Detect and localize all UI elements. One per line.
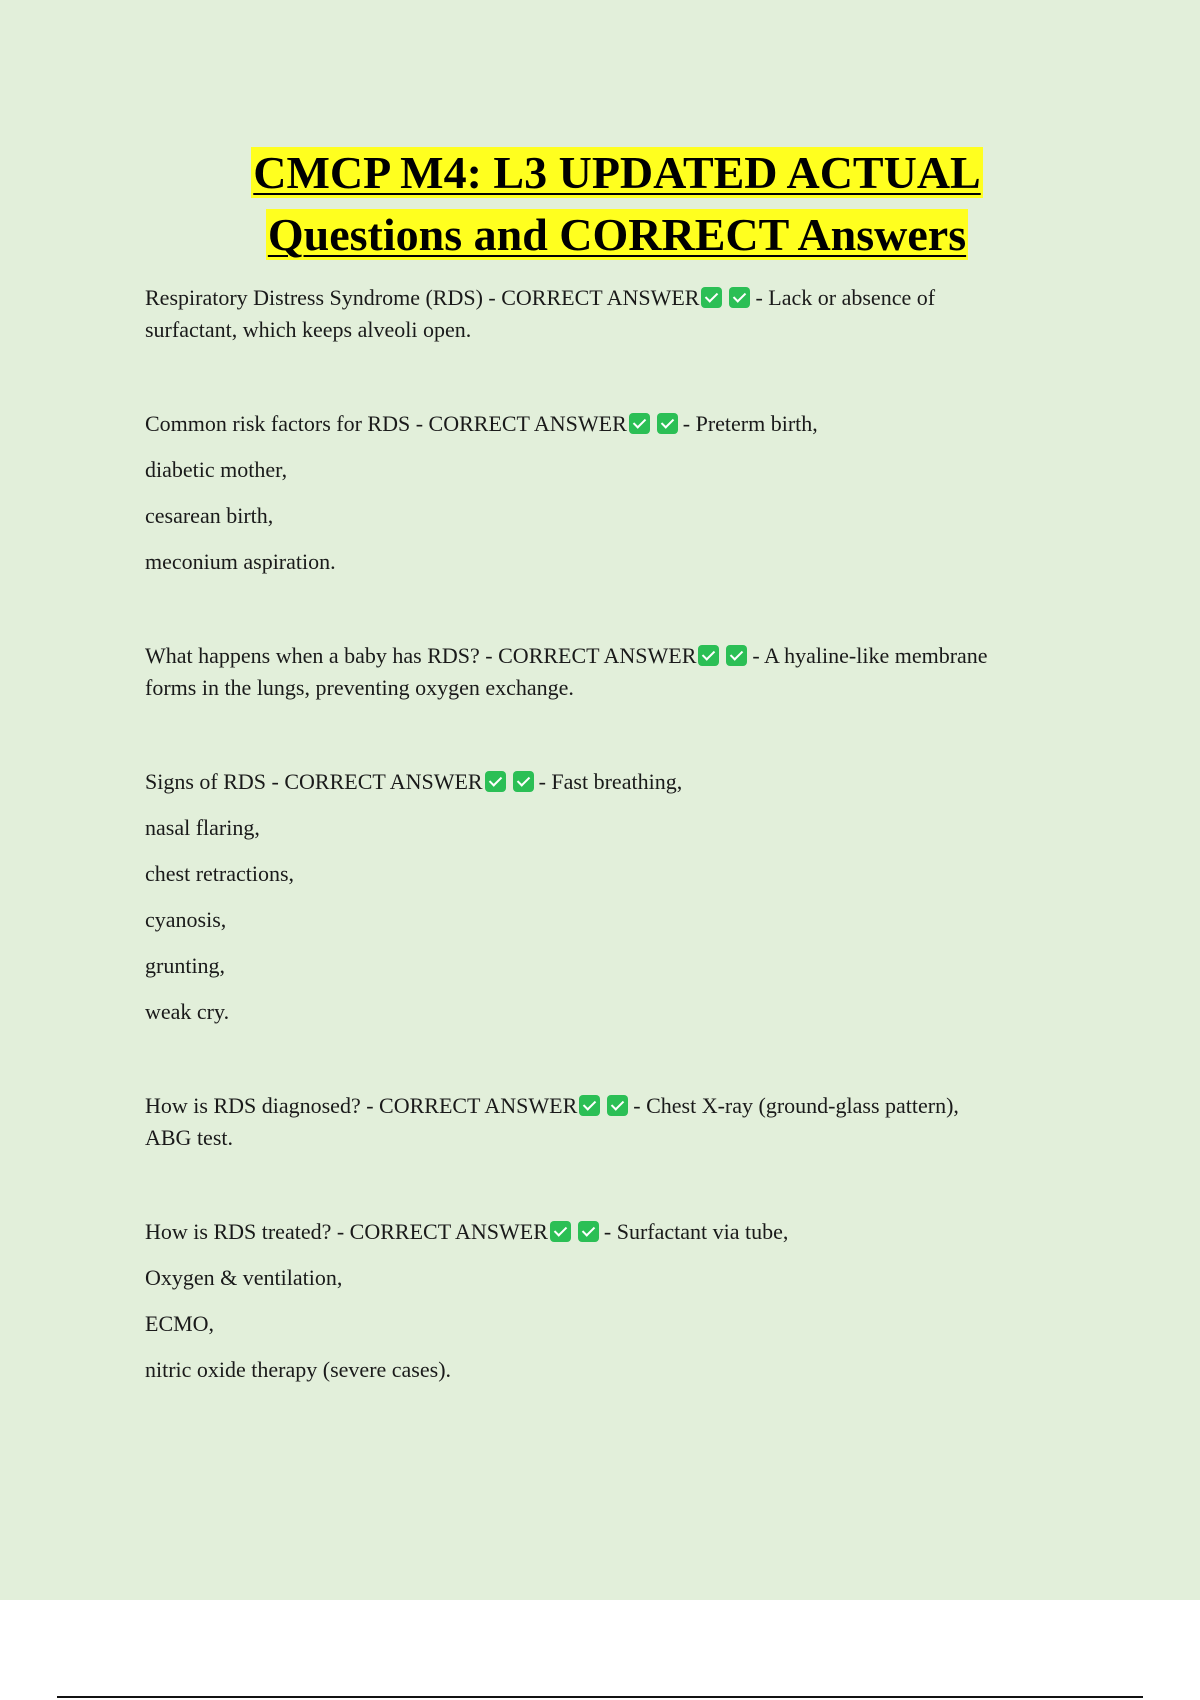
qa-item bbox=[145, 1216, 1095, 1386]
question-text: What happens when a baby has RDS? - CORRECT ANSWER bbox=[145, 643, 697, 668]
answer-list-item: chest retractions, bbox=[145, 861, 295, 886]
answer-list-item: cyanosis, bbox=[145, 907, 227, 932]
answer-continuation: ABG test. bbox=[145, 1125, 233, 1150]
answer-list-item: meconium aspiration. bbox=[145, 549, 336, 574]
qa-item bbox=[145, 766, 1095, 1028]
footer-rule bbox=[57, 1696, 1143, 1698]
green-check-box-icon bbox=[579, 1095, 600, 1116]
green-check-box-icon bbox=[550, 1221, 571, 1242]
answer-list-item: grunting, bbox=[145, 953, 226, 978]
question-text: How is RDS diagnosed? - CORRECT ANSWER bbox=[145, 1093, 578, 1118]
green-check-box-icon bbox=[701, 287, 722, 308]
answer-text: - A hyaline-like membrane bbox=[752, 643, 988, 668]
title-text bbox=[251, 147, 982, 260]
title-line-2: Questions and CORRECT Answers bbox=[267, 209, 967, 260]
question-text: Common risk factors for RDS - CORRECT ANSWER bbox=[145, 411, 627, 436]
green-check-box-icon bbox=[657, 413, 678, 434]
answer-list-item: ECMO, bbox=[145, 1311, 215, 1336]
answer-continuation: surfactant, which keeps alveoli open. bbox=[145, 317, 472, 342]
document-title bbox=[0, 142, 1200, 266]
qa-line bbox=[145, 766, 1095, 798]
qa-line bbox=[145, 640, 1095, 704]
green-check-box-icon bbox=[729, 287, 750, 308]
answer-list-item: diabetic mother, bbox=[145, 457, 288, 482]
question-text: How is RDS treated? - CORRECT ANSWER bbox=[145, 1219, 548, 1244]
answer-continuation: forms in the lungs, preventing oxygen exchange. bbox=[145, 675, 574, 700]
green-check-box-icon bbox=[578, 1221, 599, 1242]
green-check-box-icon bbox=[629, 413, 650, 434]
qa-item bbox=[145, 1090, 1095, 1154]
answer-list-item: weak cry. bbox=[145, 999, 230, 1024]
qa-line bbox=[145, 1216, 1095, 1248]
qa-list bbox=[145, 282, 1095, 1448]
question-text: Signs of RDS - CORRECT ANSWER bbox=[145, 769, 483, 794]
answer-list-item: nasal flaring, bbox=[145, 815, 260, 840]
qa-item bbox=[145, 282, 1095, 346]
answer-list-item: nitric oxide therapy (severe cases). bbox=[145, 1357, 452, 1382]
green-check-box-icon bbox=[726, 645, 747, 666]
green-check-box-icon bbox=[513, 771, 534, 792]
answer-text: - Preterm birth, bbox=[682, 411, 818, 436]
qa-line bbox=[145, 282, 1095, 346]
qa-line bbox=[145, 408, 1095, 440]
answer-list-item: cesarean birth, bbox=[145, 503, 274, 528]
question-text: Respiratory Distress Syndrome (RDS) - CORRECT ANSWER bbox=[145, 285, 700, 310]
answer-text: - Fast breathing, bbox=[538, 769, 683, 794]
qa-item bbox=[145, 640, 1095, 704]
title-line-1: CMCP M4: L3 UPDATED ACTUAL bbox=[253, 147, 981, 198]
qa-line bbox=[145, 1090, 1095, 1154]
answer-list-item: Oxygen & ventilation, bbox=[145, 1265, 343, 1290]
green-check-box-icon bbox=[485, 771, 506, 792]
answer-text: - Surfactant via tube, bbox=[603, 1219, 789, 1244]
answer-text: - Lack or absence of bbox=[755, 285, 936, 310]
green-check-box-icon bbox=[607, 1095, 628, 1116]
answer-text: - Chest X-ray (ground-glass pattern), bbox=[633, 1093, 959, 1118]
qa-item bbox=[145, 408, 1095, 578]
green-check-box-icon bbox=[698, 645, 719, 666]
